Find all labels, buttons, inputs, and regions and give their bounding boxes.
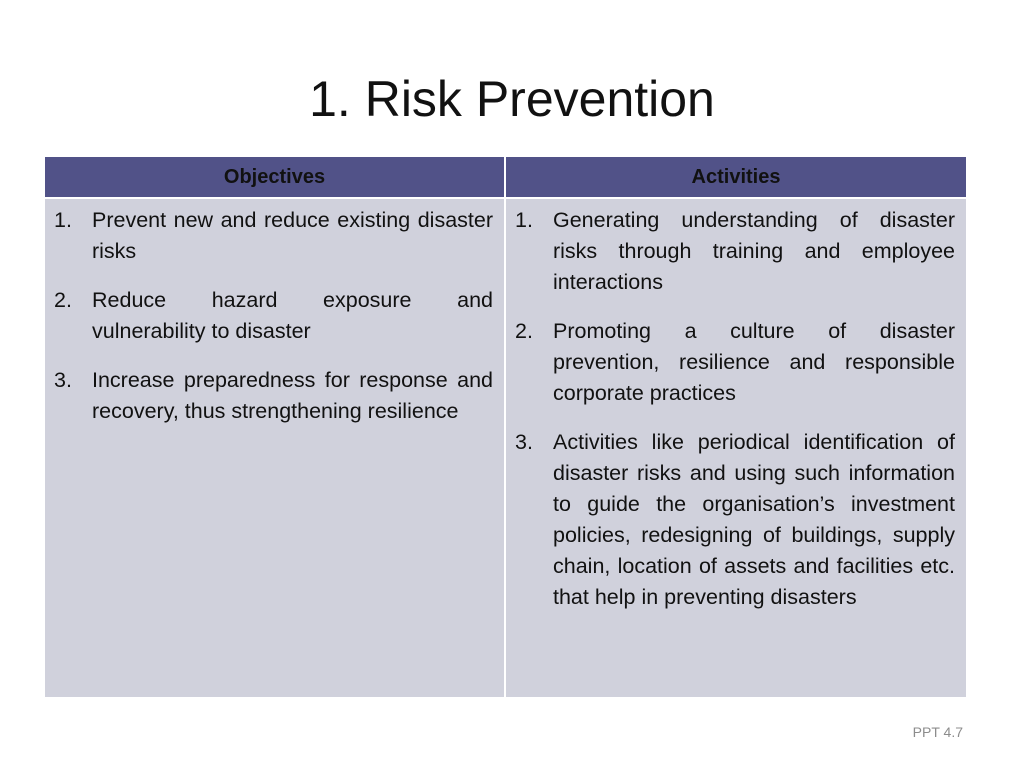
activity-text: Activities like periodical identification of disaster risks and using such information to guide the organisation’s investment policies, redesigning of buildings, supply chain, location of assets and facilities etc. that help in preventing disasters: [553, 430, 955, 609]
activity-item: [515, 205, 955, 298]
objectives-cell: [45, 199, 504, 697]
activities-cell: [506, 199, 966, 697]
activity-number: 2.: [515, 319, 533, 343]
objective-text: Reduce hazard exposure and vulnerability to disaster: [92, 288, 493, 343]
activity-item: [515, 316, 955, 409]
content-table: [45, 157, 966, 697]
activity-number: 1.: [515, 208, 533, 232]
objective-number: 2.: [54, 288, 72, 312]
activity-text: Promoting a culture of disaster prevention, resilience and responsible corporate practices: [553, 319, 955, 405]
slide-number: PPT 4.7: [912, 724, 963, 740]
objective-number: 3.: [54, 368, 72, 392]
slide-title: 1. Risk Prevention: [309, 71, 715, 127]
objective-item: [54, 205, 493, 267]
header-activities: Activities: [506, 157, 966, 197]
objective-text: Increase preparedness for response and recovery, thus strengthening resilience: [92, 368, 493, 423]
objective-text: Prevent new and reduce existing disaster risks: [92, 208, 493, 263]
activity-text: Generating understanding of disaster risks through training and employee interactions: [553, 208, 955, 294]
activity-item: [515, 427, 955, 613]
objective-item: [54, 365, 493, 427]
activities-list: [515, 205, 955, 613]
objective-number: 1.: [54, 208, 72, 232]
objective-item: [54, 285, 493, 347]
activity-number: 3.: [515, 430, 533, 454]
objectives-list: [54, 205, 493, 427]
header-objectives: Objectives: [45, 157, 504, 197]
